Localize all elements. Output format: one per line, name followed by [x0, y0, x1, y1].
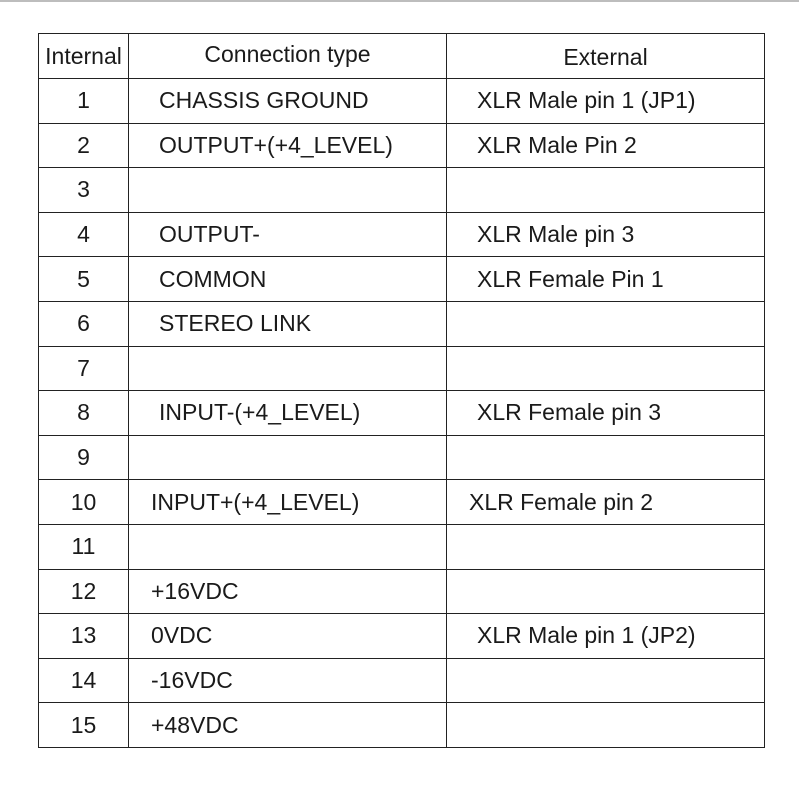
internal-pin-cell: 4 [39, 212, 129, 257]
header-connection-type-label: Connection type [204, 40, 371, 67]
external-connection-cell [447, 168, 765, 213]
connection-type-cell: INPUT-(+4_LEVEL) [129, 391, 447, 436]
internal-pin-cell: 13 [39, 614, 129, 659]
internal-pin-cell: 6 [39, 301, 129, 346]
external-connection-cell [447, 658, 765, 703]
top-divider [0, 0, 799, 2]
internal-pin-cell: 5 [39, 257, 129, 302]
internal-pin-cell: 1 [39, 79, 129, 124]
table-row [39, 257, 765, 302]
external-connection-cell [447, 346, 765, 391]
external-connection-cell [447, 524, 765, 569]
connection-type-cell: +48VDC [129, 703, 447, 748]
connection-type-cell [129, 435, 447, 480]
internal-pin-cell: 10 [39, 480, 129, 525]
internal-pin-cell: 7 [39, 346, 129, 391]
external-connection-cell: XLR Female pin 2 [447, 480, 765, 525]
header-row [39, 34, 765, 79]
external-connection-cell: XLR Female pin 3 [447, 391, 765, 436]
connection-type-cell: STEREO LINK [129, 301, 447, 346]
external-connection-cell: XLR Male pin 1 (JP2) [447, 614, 765, 659]
table-row [39, 703, 765, 748]
table-row [39, 614, 765, 659]
external-connection-cell [447, 435, 765, 480]
internal-pin-cell: 9 [39, 435, 129, 480]
internal-pin-cell: 8 [39, 391, 129, 436]
internal-pin-cell: 15 [39, 703, 129, 748]
internal-pin-cell: 11 [39, 524, 129, 569]
connection-type-cell: -16VDC [129, 658, 447, 703]
table-header [39, 34, 765, 79]
connection-type-cell: +16VDC [129, 569, 447, 614]
external-connection-cell [447, 703, 765, 748]
pin-connection-table [38, 33, 765, 748]
connection-type-cell: COMMON [129, 257, 447, 302]
table-row [39, 123, 765, 168]
table-row [39, 79, 765, 124]
table-body [39, 79, 765, 748]
table-row [39, 658, 765, 703]
internal-pin-cell: 14 [39, 658, 129, 703]
internal-pin-cell: 12 [39, 569, 129, 614]
external-connection-cell: XLR Female Pin 1 [447, 257, 765, 302]
header-connection-type [129, 34, 447, 79]
table-row [39, 524, 765, 569]
table-row [39, 346, 765, 391]
internal-pin-cell: 2 [39, 123, 129, 168]
internal-pin-cell: 3 [39, 168, 129, 213]
header-external-label: External [563, 43, 648, 70]
connection-type-cell [129, 524, 447, 569]
connection-type-cell [129, 346, 447, 391]
table-row [39, 569, 765, 614]
connection-type-cell: OUTPUT- [129, 212, 447, 257]
header-external [447, 34, 765, 79]
connection-type-cell: CHASSIS GROUND [129, 79, 447, 124]
connection-type-cell: 0VDC [129, 614, 447, 659]
external-connection-cell: XLR Male pin 1 (JP1) [447, 79, 765, 124]
table-row [39, 480, 765, 525]
connection-type-cell: INPUT+(+4_LEVEL) [129, 480, 447, 525]
external-connection-cell [447, 569, 765, 614]
table-row [39, 435, 765, 480]
table-row [39, 212, 765, 257]
connection-type-cell [129, 168, 447, 213]
external-connection-cell: XLR Male Pin 2 [447, 123, 765, 168]
external-connection-cell [447, 301, 765, 346]
table-row [39, 301, 765, 346]
table-row [39, 168, 765, 213]
header-internal: Internal [39, 34, 129, 79]
table-row [39, 391, 765, 436]
external-connection-cell: XLR Male pin 3 [447, 212, 765, 257]
connection-type-cell: OUTPUT+(+4_LEVEL) [129, 123, 447, 168]
